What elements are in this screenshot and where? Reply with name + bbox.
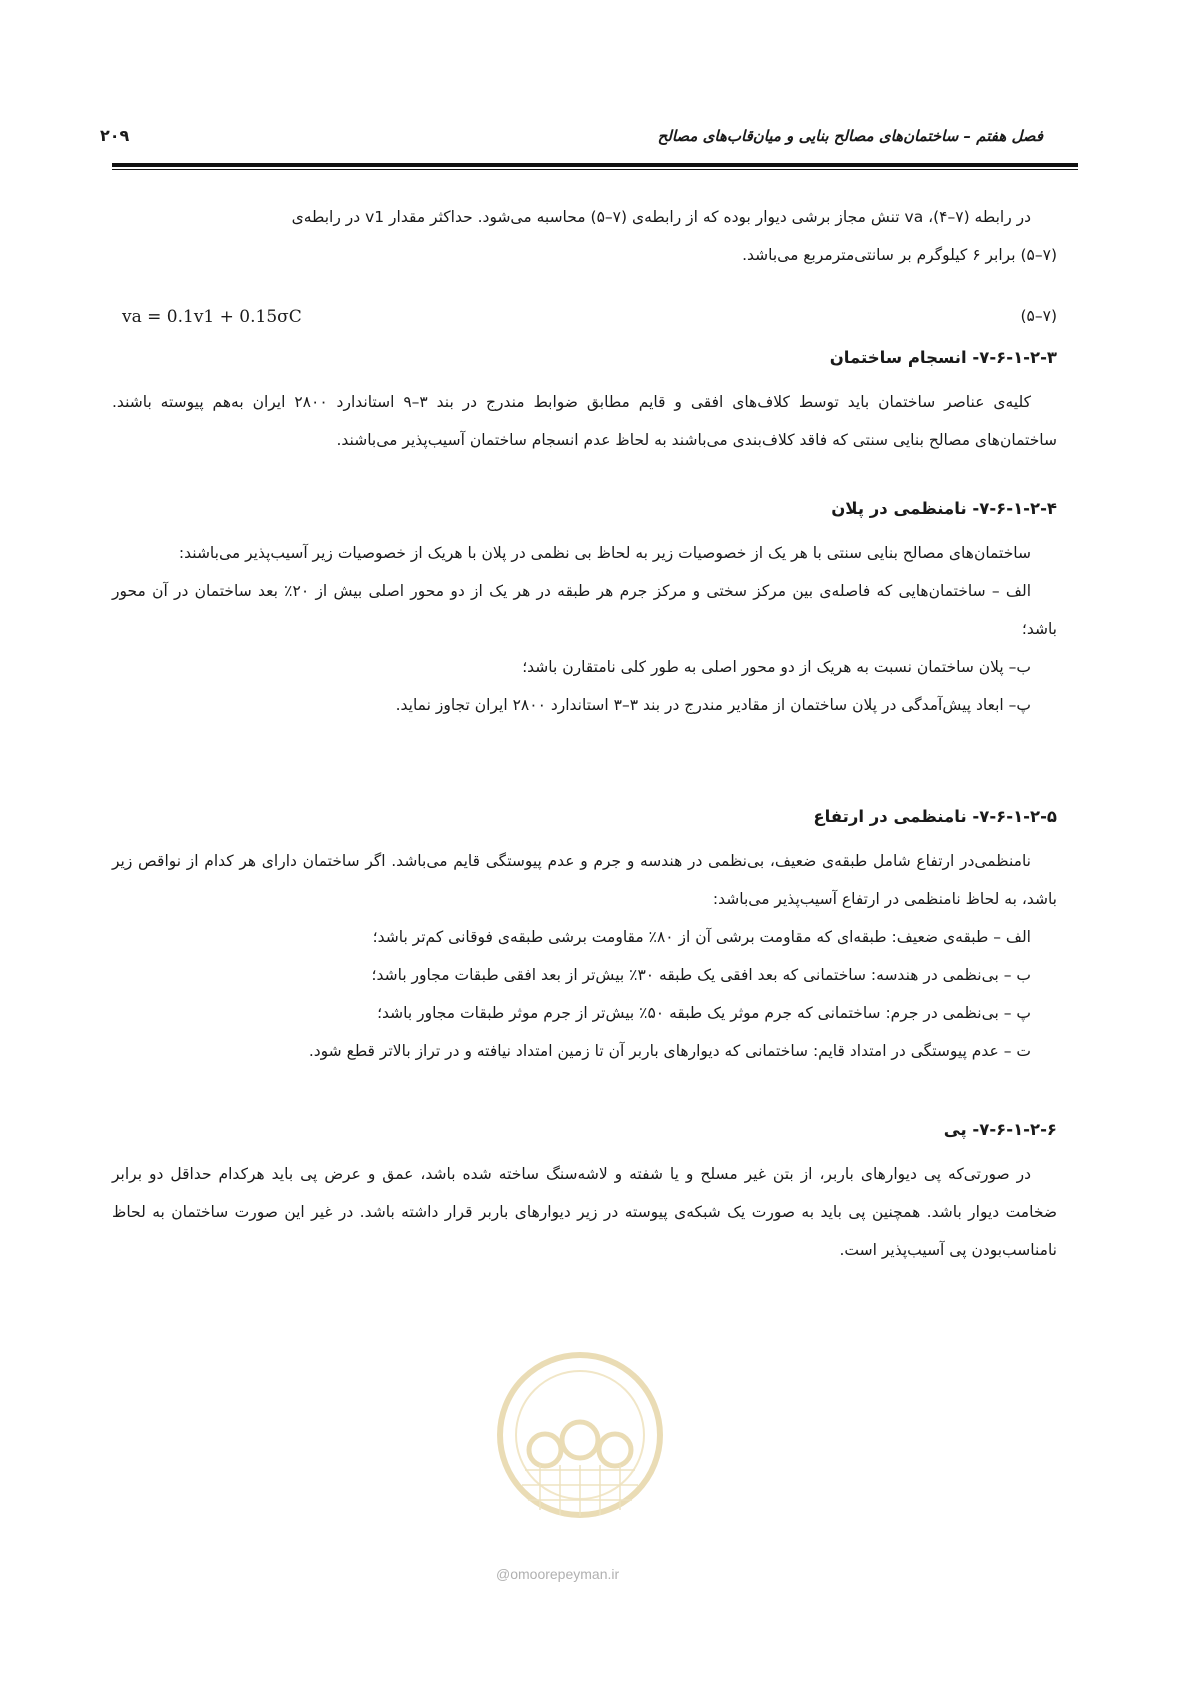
section-foundation <box>112 1115 1057 1269</box>
header-rule-thin <box>112 169 1078 170</box>
section-cohesion <box>112 343 1057 459</box>
intro-line-1: در رابطه (۷–۴)، va تنش مجاز برشی دیوار بوده که از رابطه‌ی (۷–۵) محاسبه می‌شود. حداکثر مقدار v1 در رابطه‌ی <box>291 208 1031 226</box>
paragraph: الف – ساختمان‌هایی که فاصله‌ی بین مرکز سختی و مرکز جرم هر طبقه در هر یک از دو محور اصلی بیش از ۲۰٪ بعد ساختمان در آن محور باشد؛ <box>112 582 1057 638</box>
equation: va = 0.1v1 + 0.15σC <box>122 307 302 327</box>
section-height-irregularity <box>112 802 1057 1070</box>
paragraph: نامنظمی‌در ارتفاع شامل طبقه‌ی ضعیف، بی‌نظمی در هندسه و جرم و عدم پیوستگی قایم می‌باشد. اگر ساختمان دارای هر کدام از نواقص زیر باشد، به لحاظ نامنظمی در ارتفاع آسیب‌پذیر می‌باشد: <box>112 852 1057 908</box>
header-rule-thick <box>112 163 1078 167</box>
list-item: پ– ابعاد پیش‌آمدگی در پلان ساختمان از مقادیر مندرج در بند ۳–۳ استاندارد ۲۸۰۰ ایران تجاوز نماید. <box>395 696 1031 714</box>
watermark-text: @omoorepeyman.ir <box>496 1566 620 1582</box>
list-item: ب– پلان ساختمان نسبت به هریک از دو محور اصلی به طور کلی نامتقارن باشد؛ <box>522 658 1031 676</box>
intro-line-2: (۷–۵) برابر ۶ کیلوگرم بر سانتی‌مترمربع می‌باشد. <box>742 246 1057 264</box>
watermark-logo <box>490 1340 670 1560</box>
section-heading: ۷-۶-۱-۲-۳- انسجام ساختمان <box>829 348 1057 367</box>
equation-row <box>112 307 1057 337</box>
intro-block <box>112 198 1057 274</box>
list-item: الف – طبقه‌ی ضعیف: طبقه‌ای که مقاومت برشی آن از ۸۰٪ مقاومت برشی طبقه‌ی فوقانی کم‌تر باشد؛ <box>372 928 1031 946</box>
section-heading: ۷-۶-۱-۲-۵- نامنظمی در ارتفاع <box>813 807 1057 826</box>
paragraph: ساختمان‌های مصالح بنایی سنتی با هر یک از خصوصیات زیر به لحاظ بی نظمی در پلان با هریک از خصوصیات زیر آسیب‌پذیر می‌باشند: <box>178 544 1031 562</box>
section-heading: ۷-۶-۱-۲-۶- پی <box>943 1120 1057 1139</box>
equation-number: (۷–۵) <box>1020 307 1057 325</box>
list-item: ت – عدم پیوستگی در امتداد قایم: ساختمانی که دیوارهای باربر آن تا زمین امتداد نیافته و در تراز بالاتر قطع شود. <box>308 1042 1031 1060</box>
section-plan-irregularity <box>112 494 1057 724</box>
section-heading: ۷-۶-۱-۲-۴- نامنظمی در پلان <box>831 499 1057 518</box>
page-number: ۲۰۹ <box>100 126 130 145</box>
chapter-title: فصل هفتم – ساختمان‌های مصالح بنایی و میان‌قاب‌های مصالح <box>657 127 1043 145</box>
paragraph: کلیه‌ی عناصر ساختمان باید توسط کلاف‌های افقی و قایم مطابق ضوابط مندرج در بند ۳–۹ استاندارد ۲۸۰۰ ایران به‌هم پیوسته باشند. ساختمان‌های مصالح بنایی سنتی که فاقد کلاف‌بندی می‌باشند به لحاظ عدم انسجام ساختمان آسیب‌پذیر می‌باشند. <box>112 393 1057 449</box>
paragraph: در صورتی‌که پی دیوارهای باربر، از بتن غیر مسلح و یا شفته و لاشه‌سنگ ساخته شده باشد، عمق و عرض پی باید هرکدام حداقل دو برابر ضخامت دیوار باشد. همچنین پی باید به صورت یک شبکه‌ی پیوسته در زیر دیوارهای باربر قرار داشته باشد. در غیر این صورت ساختمان به لحاظ نامناسب‌بودن پی آسیب‌پذیر است. <box>112 1165 1057 1259</box>
list-item: ب – بی‌نظمی در هندسه: ساختمانی که بعد افقی یک طبقه ۳۰٪ بیش‌تر از بعد افقی طبقات مجاور باشد؛ <box>371 966 1031 984</box>
list-item: پ – بی‌نظمی در جرم: ساختمانی که جرم موثر یک طبقه ۵۰٪ بیش‌تر از جرم موثر طبقات مجاور باشد؛ <box>377 1004 1031 1022</box>
